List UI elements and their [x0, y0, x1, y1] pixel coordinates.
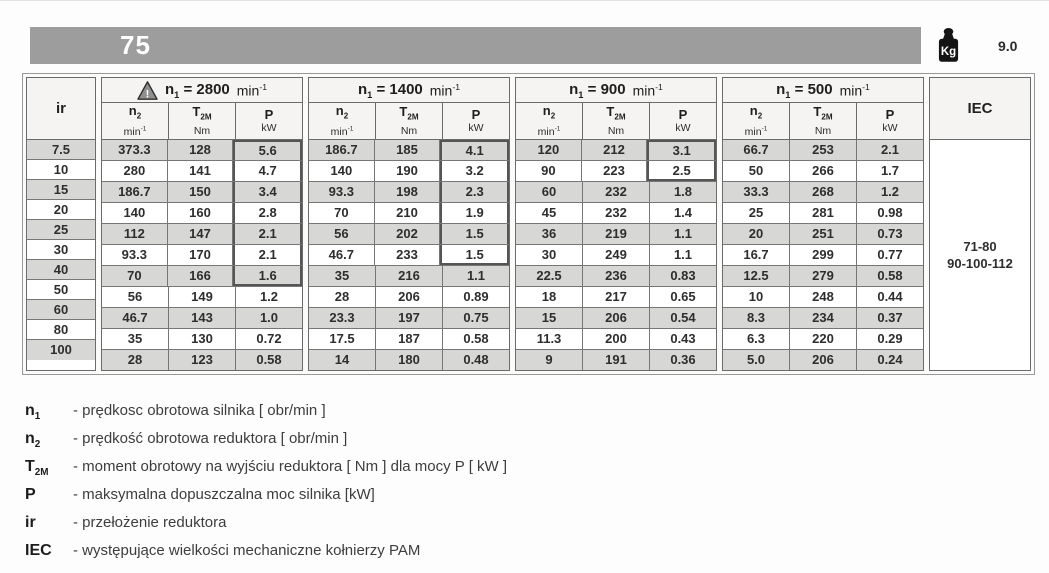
column-header-n2: $n_2$ $\min^{-1}$	[309, 103, 376, 139]
data-value: 180	[376, 350, 443, 370]
data-value: 46.7	[309, 245, 375, 265]
weight-unit-label: Kg	[940, 46, 957, 59]
data-value: 141	[168, 161, 234, 181]
legend	[25, 402, 1049, 570]
data-value: 17.5	[309, 329, 376, 349]
table-row	[102, 350, 302, 370]
data-value: 170	[168, 245, 234, 265]
data-value: 123	[169, 350, 236, 370]
data-value: 1.1	[673, 247, 693, 262]
data-value: 219	[583, 224, 650, 244]
ir-value: 40	[27, 260, 95, 280]
model-header-bar	[30, 27, 921, 64]
column-headers	[723, 103, 923, 140]
data-value: 4.7	[233, 161, 302, 181]
data-value: 10	[723, 287, 790, 307]
data-value: 268	[790, 182, 857, 202]
table-row	[723, 140, 923, 161]
data-value: 210	[375, 203, 441, 223]
data-value: 6.3	[723, 329, 790, 349]
data-value: 200	[583, 329, 650, 349]
data-value: 0.36	[670, 352, 696, 367]
data-value: 206	[583, 308, 650, 328]
data-value: 56	[309, 224, 375, 244]
data-value: 30	[516, 245, 583, 265]
data-value: 0.58	[463, 331, 489, 346]
table-row	[516, 308, 716, 329]
speed-group-header: ! $n_1 = 2800$ $\min^{-1}$	[102, 78, 302, 103]
data-value: 60	[516, 182, 583, 202]
data-value: 1.2	[259, 289, 279, 304]
table-row	[516, 287, 716, 308]
data-value: 20	[723, 224, 790, 244]
table-row	[309, 266, 509, 287]
data-value: 202	[375, 224, 441, 244]
table-row	[102, 140, 302, 161]
table-row	[102, 161, 302, 182]
weight-value: 9.0	[998, 37, 1018, 54]
column-headers	[102, 103, 302, 140]
speed-section-500	[722, 77, 924, 371]
data-value: 112	[102, 224, 168, 244]
table-row	[516, 245, 716, 266]
table-row	[102, 266, 302, 287]
data-value: 373.3	[102, 140, 168, 160]
data-value: 130	[169, 329, 236, 349]
table-row	[309, 203, 509, 224]
table-row	[723, 266, 923, 287]
data-value: 1.2	[880, 184, 900, 199]
data-value: 1.4	[673, 205, 693, 220]
data-value: 1.5	[440, 245, 509, 265]
data-value: 35	[102, 329, 169, 349]
column-header-p: P kW	[261, 107, 277, 134]
data-value: 190	[375, 161, 441, 181]
column-headers	[516, 103, 716, 140]
data-value: 2.1	[880, 142, 900, 157]
ir-column-section	[26, 77, 96, 371]
data-value: 35	[309, 266, 376, 286]
table-row	[516, 266, 716, 287]
table-row	[723, 329, 923, 350]
data-value: 0.83	[670, 268, 696, 283]
table-row	[309, 308, 509, 329]
data-value: 0.89	[463, 289, 489, 304]
data-value: 0.44	[877, 289, 903, 304]
data-value: 45	[516, 203, 583, 223]
data-value: 28	[102, 350, 169, 370]
iec-column-section	[929, 77, 1031, 371]
data-value: 1.1	[673, 226, 693, 241]
data-value: 280	[102, 161, 168, 181]
data-value: 11.3	[516, 329, 583, 349]
data-value: 70	[102, 266, 168, 286]
table-row	[309, 182, 509, 203]
data-value: 2.3	[440, 182, 509, 202]
ir-value: 60	[27, 300, 95, 320]
table-row	[723, 203, 923, 224]
data-value: 185	[375, 140, 441, 160]
svg-text:!: !	[145, 87, 150, 100]
data-value: 232	[583, 182, 650, 202]
data-value: 197	[376, 308, 443, 328]
data-value: 16.7	[723, 245, 790, 265]
data-value: 0.77	[877, 247, 903, 262]
speed-section-1400	[308, 77, 510, 371]
column-header-p: P kW	[882, 107, 898, 134]
data-value: 3.1	[647, 140, 716, 160]
data-value: 93.3	[102, 245, 168, 265]
table-row	[309, 224, 509, 245]
data-value: 187	[376, 329, 443, 349]
data-value: 0.24	[877, 352, 903, 367]
table-row	[723, 287, 923, 308]
data-value: 18	[516, 287, 583, 307]
data-value: 14	[309, 350, 376, 370]
data-value: 66.7	[723, 140, 790, 160]
data-value: 186.7	[102, 182, 168, 202]
data-value: 281	[790, 203, 857, 223]
legend-item-t2m: $T_{2M}$ - moment obrotowy na wyjściu reduktora [ Nm ] dla mocy P [ kW ]	[25, 458, 508, 479]
data-value: 206	[790, 350, 857, 370]
data-value: 0.54	[670, 310, 696, 325]
data-value: 90	[516, 161, 582, 181]
legend-item-ir: ir - przełożenie reduktora	[25, 514, 227, 531]
kettlebell-weight-icon	[937, 27, 960, 64]
data-value: 0.65	[670, 289, 696, 304]
iec-size-line: 71-80	[963, 239, 997, 254]
ir-value: 80	[27, 320, 95, 340]
table-row	[309, 140, 509, 161]
ir-value: 15	[27, 180, 95, 200]
data-value: 36	[516, 224, 583, 244]
column-header-t2m: $T_{2M}$ Nm	[169, 103, 236, 139]
table-row	[723, 350, 923, 370]
speed-group-header: $n_1 = 900$ $\min^{-1}$	[516, 78, 716, 103]
table-row	[309, 161, 509, 182]
legend-text: - przełożenie reduktora	[73, 514, 227, 531]
column-header-p: P kW	[468, 107, 484, 134]
data-value: 160	[168, 203, 234, 223]
data-value: 143	[169, 308, 236, 328]
data-value: 2.1	[233, 245, 302, 265]
data-value: 0.29	[877, 331, 903, 346]
data-value: 23.3	[309, 308, 376, 328]
iec-flange-sizes	[930, 140, 1030, 370]
data-value: 251	[790, 224, 857, 244]
data-value: 149	[169, 287, 236, 307]
table-row	[102, 203, 302, 224]
speed-section-2800	[101, 77, 303, 371]
data-value: 70	[309, 203, 375, 223]
data-value: 1.0	[259, 310, 279, 325]
data-value: 186.7	[309, 140, 375, 160]
table-row	[102, 245, 302, 266]
table-row	[102, 224, 302, 245]
data-value: 2.8	[233, 203, 302, 223]
data-value: 234	[790, 308, 857, 328]
data-value: 12.5	[723, 266, 790, 286]
data-value: 198	[375, 182, 441, 202]
table-row	[309, 350, 509, 370]
legend-item-p: P - maksymalna dopuszczalna moc silnika [kW]	[25, 486, 375, 503]
data-value: 0.58	[256, 352, 282, 367]
legend-text: - moment obrotowy na wyjściu reduktora [ Nm ] dla mocy P [ kW ]	[73, 458, 508, 475]
table-row	[723, 161, 923, 182]
data-value: 5.6	[233, 140, 302, 160]
table-row	[516, 224, 716, 245]
column-header-t2m: $T_{2M}$ Nm	[583, 103, 650, 139]
speed-group-header: $n_1 = 500$ $\min^{-1}$	[723, 78, 923, 103]
data-value: 120	[516, 140, 582, 160]
data-value: 2.1	[233, 224, 302, 244]
data-value: 147	[168, 224, 234, 244]
model-number: 75	[120, 30, 151, 60]
legend-item-n1: $n_1$ - prędkosc obrotowa silnika [ obr/min ]	[25, 402, 326, 423]
data-value: 0.58	[877, 268, 903, 283]
data-value: 150	[168, 182, 234, 202]
legend-text: - maksymalna dopuszczalna moc silnika [kW]	[73, 486, 375, 503]
data-value: 1.1	[466, 268, 486, 283]
data-value: 0.43	[670, 331, 696, 346]
ir-value: 50	[27, 280, 95, 300]
column-header-t2m: $T_{2M}$ Nm	[376, 103, 443, 139]
ir-value: 20	[27, 200, 95, 220]
data-value: 140	[102, 203, 168, 223]
table-row	[102, 287, 302, 308]
data-value: 25	[723, 203, 790, 223]
data-value: 140	[309, 161, 375, 181]
data-value: 56	[102, 287, 169, 307]
ir-value: 30	[27, 240, 95, 260]
table-row	[723, 308, 923, 329]
data-value: 22.5	[516, 266, 583, 286]
data-value: 249	[583, 245, 650, 265]
ir-value: 10	[27, 160, 95, 180]
table-row	[309, 329, 509, 350]
table-row	[102, 308, 302, 329]
data-value: 299	[790, 245, 857, 265]
data-value: 0.73	[877, 226, 903, 241]
data-value: 8.3	[723, 308, 790, 328]
data-value: 1.9	[440, 203, 509, 223]
data-value: 279	[790, 266, 857, 286]
data-value: 2.5	[647, 161, 716, 181]
table-row	[516, 203, 716, 224]
ir-value: 7.5	[27, 140, 95, 160]
data-value: 191	[583, 350, 650, 370]
data-value: 3.4	[233, 182, 302, 202]
data-value: 1.8	[673, 184, 693, 199]
column-header-n2: $n_2$ $\min^{-1}$	[102, 103, 169, 139]
legend-text: - występujące wielkości mechaniczne kołnierzy PAM	[73, 542, 421, 559]
data-value: 0.37	[877, 310, 903, 325]
ratings-table	[22, 73, 1035, 375]
data-value: 236	[583, 266, 650, 286]
data-value: 28	[309, 287, 376, 307]
table-row	[309, 245, 509, 266]
data-value: 0.98	[877, 205, 903, 220]
column-headers	[309, 103, 509, 140]
ir-column-header: ir	[27, 78, 95, 140]
legend-item-n2: $n_2$ - prędkość obrotowa reduktora [ obr/min ]	[25, 430, 348, 451]
data-value: 0.72	[256, 331, 282, 346]
table-row	[723, 224, 923, 245]
data-value: 15	[516, 308, 583, 328]
ir-value: 25	[27, 220, 95, 240]
table-row	[723, 182, 923, 203]
data-value: 220	[790, 329, 857, 349]
table-row	[516, 329, 716, 350]
data-value: 206	[376, 287, 443, 307]
data-value: 1.6	[233, 266, 302, 286]
table-row	[516, 140, 716, 161]
data-value: 5.0	[723, 350, 790, 370]
data-value: 1.7	[880, 163, 900, 178]
column-header-n2: $n_2$ $\min^{-1}$	[516, 103, 583, 139]
table-row	[102, 182, 302, 203]
table-row	[723, 245, 923, 266]
column-header-n2: $n_2$ $\min^{-1}$	[723, 103, 790, 139]
ir-column-body	[27, 140, 95, 360]
table-row	[516, 350, 716, 370]
ir-value: 100	[27, 340, 95, 360]
legend-item-iec: IEC - występujące wielkości mechaniczne kołnierzy PAM	[25, 542, 421, 559]
speed-group-header: $n_1 = 1400$ $\min^{-1}$	[309, 78, 509, 103]
table-row	[516, 182, 716, 203]
data-value: 0.48	[463, 352, 489, 367]
data-value: 248	[790, 287, 857, 307]
data-value: 217	[583, 287, 650, 307]
legend-text: - prędkość obrotowa reduktora [ obr/min ]	[73, 430, 348, 447]
column-header-t2m: $T_{2M}$ Nm	[790, 103, 857, 139]
data-value: 166	[168, 266, 234, 286]
data-value: 3.2	[440, 161, 509, 181]
data-value: 46.7	[102, 308, 169, 328]
data-value: 0.75	[463, 310, 489, 325]
data-value: 1.5	[440, 224, 509, 244]
column-header-p: P kW	[675, 107, 691, 134]
data-value: 128	[168, 140, 234, 160]
table-row	[516, 161, 716, 182]
data-value: 4.1	[440, 140, 509, 160]
legend-text: - prędkosc obrotowa silnika [ obr/min ]	[73, 402, 326, 419]
warning-triangle-icon	[137, 81, 158, 100]
speed-section-900	[515, 77, 717, 371]
data-value: 266	[790, 161, 857, 181]
table-row	[102, 329, 302, 350]
data-value: 232	[583, 203, 650, 223]
data-value: 216	[376, 266, 443, 286]
data-value: 223	[582, 161, 648, 181]
data-value: 212	[582, 140, 648, 160]
data-value: 253	[790, 140, 857, 160]
table-row	[309, 287, 509, 308]
iec-size-line: 90-100-112	[947, 256, 1013, 271]
data-value: 9	[516, 350, 583, 370]
iec-column-header: IEC	[930, 78, 1030, 140]
data-value: 50	[723, 161, 790, 181]
data-value: 233	[375, 245, 441, 265]
data-value: 93.3	[309, 182, 375, 202]
weight-indicator	[937, 27, 1017, 64]
top-header-row	[30, 27, 1035, 64]
data-value: 33.3	[723, 182, 790, 202]
